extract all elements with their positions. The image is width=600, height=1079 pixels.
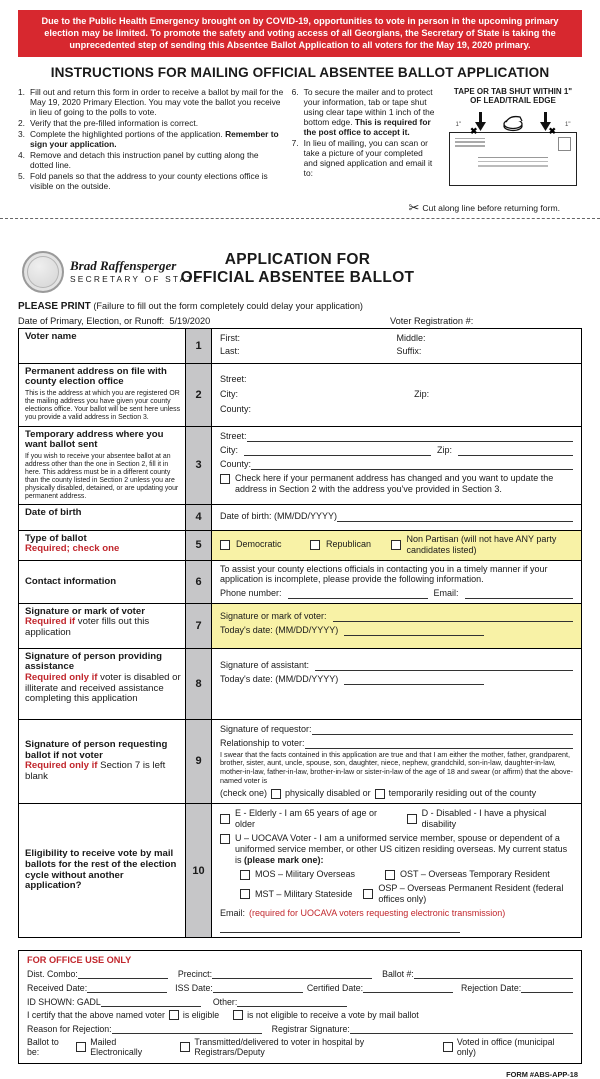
field-label-zip[interactable]: Zip: [414,388,430,399]
dist-combo-field[interactable] [78,968,168,979]
form-number: FORM #ABS-APP-18 [506,1070,578,1079]
uocava-email-label: Email: [220,908,246,919]
not-eligible-checkbox[interactable] [233,1010,243,1020]
field-label-city: City: [220,444,238,455]
todays-date-label: Today's date: (MM/DD/YYYY) [220,624,339,635]
instruction-item: 1. Fill out and return this form in order to receive a ballot by mail for the May 19, 2020 Primary Election. You may vote the ballot you receive in lieu of going to the polls to vote. [18,86,284,117]
field-label-city[interactable]: City: [220,388,238,399]
ost-checkbox[interactable] [385,870,395,880]
received-date-field[interactable] [87,982,167,993]
instruction-item: 3. Complete the highlighted portions of the application. Remember to sign your application. [18,128,279,149]
table-row-date-of-birth [19,505,581,531]
field-label-suffix[interactable]: Suffix: [396,346,422,357]
row-label: Type of ballot [25,532,87,544]
row-number: 5 [185,531,212,560]
field-label-county: County: [220,458,252,469]
cut-line-label: Cut along line before returning form. [422,202,560,213]
email-field-label: Email: [433,587,459,598]
table-row-ballot-type [19,531,581,561]
official-name: Brad Raffensperger [70,258,177,274]
voter-signature-label: Signature or mark of voter: [220,610,327,621]
instructions-left-column [18,87,284,192]
assistant-signature-label: Signature of assistant: [220,659,310,670]
office-use-box: FOR OFFICE USE ONLY Dist. Combo: Precinct: Ballot #: Received Date: ISS Date: Certified Date: Rejection Date: ID SHOWN: GADL Other: I certify that the above named voter is eligible is not eligible to receive a vote by mail ballot Reason for Rejection: Registrar Signature: Ballot to be: Mailed Electronically Transmitted/delivered to voter in hospital by Registrars/Deputy Voted in office (municipal only) [18,950,582,1064]
row-number: 4 [185,505,212,530]
row-number: 8 [185,649,212,719]
table-row-permanent-address [19,364,581,427]
inch-marker: 1" [565,121,571,128]
zip-field[interactable] [458,445,573,456]
nonpartisan-checkbox[interactable] [391,540,401,550]
street-field[interactable] [247,431,573,442]
other-id-field[interactable] [237,996,347,1007]
row-number: 3 [185,427,212,504]
relationship-label: Relationship to voter: [220,737,305,748]
is-eligible-checkbox[interactable] [169,1010,179,1020]
instruction-item: 7. In lieu of mailing, you can scan or take a picture of your completed and signed application and email it to: [291,137,433,178]
rejection-reason-field[interactable] [112,1023,262,1034]
republican-checkbox[interactable] [310,540,320,550]
email-field[interactable] [465,588,573,599]
city-field[interactable] [244,445,431,456]
row-label: Signature of person providing assistance [25,650,162,673]
phone-field[interactable] [288,588,428,599]
stamp-box [558,137,571,151]
application-header [0,249,600,295]
table-row-eligibility: Eligibility to receive vote by mail ballots for the rest of the election cycle without another application? 10 E - Elderly - I am 65 years of age or older D - Disabled - I have a physical disability U – UOCAVA Voter - I am a uniformed service member, spouse or dependent of a uniformed service member, or other US citizen residing overseas. My current status is (please mark one): MOS – Military Overseas OST – Overseas Temporary Resident MST – Military Stateside OSP – Overseas Permanent Resident (federal offices only) Email: (required for UOCAVA voters requesting electronic transmission) [19,804,581,937]
gadl-field[interactable] [101,996,201,1007]
registrar-signature-field[interactable] [350,1023,573,1034]
covid-notice-banner: Due to the Public Health Emergency brought on by COVID-19, opportunities to vote in person in the upcoming primary election may be limited. To promote the safety and voting access of all Georgians, the Secretary of State is taking the unprecedented step of sending this Absentee Ballot Application to all voters for the May 19, 2020 primary. [18,10,582,57]
row-label: Temporary address where you want ballot sent [25,428,164,451]
address-update-checkbox[interactable] [220,474,230,484]
tape-label: TAPE OR TAB SHUT WITHIN 1" OF LEAD/TRAIL EDGE [453,86,573,106]
field-label-county[interactable]: County: [220,403,252,414]
office-use-title: FOR OFFICE USE ONLY [27,955,132,966]
field-label-last[interactable]: Last: [220,346,240,357]
instruction-item: 5. Fold panels so that the address to your county elections office is visible on the outside. [18,170,268,191]
inch-marker: 1" [455,121,461,128]
elderly-checkbox[interactable] [220,814,230,824]
instruction-item: 4. Remove and detach this instruction panel by cutting along the dotted line. [18,149,259,170]
requestor-signature-label: Signature of requestor: [220,723,312,734]
osp-checkbox[interactable] [363,889,373,899]
row-number: 1 [185,329,212,363]
democratic-label: Democratic [236,539,282,550]
instruction-item: 6. To secure the mailer and to protect your information, tab or tape shut using clear tape within 1 inch of the bottom edge. This is required for the post office to accept it. [291,86,435,137]
row-note: This is the address at which you are registered OR the mailing address you have given your county elections office. Your ballot will be sent here unless you provide a valid address in Section 3. [25,389,181,421]
envelope-graphic [449,125,577,186]
check-one-label: (check one) [220,788,268,799]
nonpartisan-label: Non Partisan (will not have ANY party candidates listed) [406,533,557,555]
requestor-oath: I swear that the facts contained in this application are true and that I am either the mother, father, grandparent, brother, sister, aunt, uncle, spouse, son, daughter, niece, nephew, grandchild, son-in-law, daughter-in-law, mother-in-law, father-in-law, brother-in-law or sister-in-law of the age of 18 and swear (or affirm) that the above-named voter is [220,749,574,785]
todays-date-label: Today's date: (MM/DD/YYYY) [220,673,339,684]
certified-date-field[interactable] [363,982,453,993]
dob-field-label: Date of birth: (MM/DD/YYYY) [220,511,338,522]
row-number: 2 [185,364,212,426]
instructions-panel [18,87,582,192]
address-update-label: Check here if your permanent address has changed and you want to update the address in Section 2 with the address you've provided in Section 3. [235,472,554,494]
field-label-street[interactable]: Street: [220,373,247,384]
field-label-street: Street: [220,430,247,441]
todays-date-field[interactable] [344,625,484,636]
row-note: If you wish to receive your absentee ballot at an address other than the one in Section 2, fill it in here. This address must be in a different county than the county listed in Section 2 unless you are physically disabled, detained, or are updating your permanent address. [25,452,179,500]
county-field[interactable] [251,459,573,470]
republican-label: Republican [325,539,372,550]
please-print-note: PLEASE PRINT (Failure to fill out the form completely could delay your application) [18,300,363,312]
address-lines [478,157,548,170]
instructions-title: INSTRUCTIONS FOR MAILING OFFICIAL ABSENTEE BALLOT APPLICATION [50,64,550,80]
tape-instruction-graphic [444,87,582,192]
row-number: 10 [185,804,212,937]
table-row-contact-info [19,561,581,604]
dob-field[interactable] [337,511,573,522]
row-label: Voter name [25,330,77,342]
mst-checkbox[interactable] [240,889,250,899]
rejection-date-field[interactable] [521,982,573,993]
date-of-primary: Date of Primary, Election, or Runoff: 5/19/2020 [18,315,211,326]
residing-out-checkbox[interactable] [375,789,385,799]
row-number: 7 [185,604,212,648]
state-seal-icon [22,251,64,293]
contact-instructions: To assist your county elections officials in contacting you in a timely manner if your application is incomplete, please provide the following information. [220,563,548,585]
ballot-number-field[interactable] [414,968,573,979]
democratic-checkbox[interactable] [220,540,230,550]
row-label: Contact information [25,575,117,587]
voter-registration-label: Voter Registration #: [390,315,474,326]
assistant-date-field[interactable] [344,674,484,685]
voted-in-office-checkbox[interactable] [443,1042,453,1052]
official-title: SECRETARY OF STATE [70,274,202,285]
table-row-temporary-address [19,427,581,505]
return-address-lines [455,138,485,149]
table-row-voter-signature: Signature or mark of voter Required if voter fills out this application 7 Signature or mark of voter: Today's date: (MM/DD/YYYY) [19,604,581,649]
mos-checkbox[interactable] [240,870,250,880]
form-title: APPLICATION FOR OFFICIAL ABSENTEE BALLOT [180,250,415,287]
instructions-right-column [292,87,436,192]
physically-disabled-checkbox[interactable] [271,789,281,799]
mailed-electronically-checkbox[interactable] [76,1042,86,1052]
requestor-signature-field[interactable] [312,724,573,735]
cut-line [0,192,600,219]
row-number: 6 [185,561,212,603]
iss-date-field[interactable] [213,982,303,993]
relationship-field[interactable] [305,738,573,749]
instruction-item: 2. Verify that the pre-filled information is correct. [18,117,199,128]
disabled-checkbox[interactable] [407,814,417,824]
precinct-field[interactable] [212,968,372,979]
scissors-icon: ✂ [408,199,420,215]
phone-field-label: Phone number: [220,587,282,598]
tape-roll-icon [500,114,526,132]
row-number: 9 [185,720,212,803]
transmitted-checkbox[interactable] [180,1042,190,1052]
uocava-email-field[interactable] [220,922,460,933]
field-label-first[interactable]: First: [220,332,240,343]
tape-x-mark: ✖ [470,125,478,136]
table-row-assistant-signature: Signature of person providing assistance Required only if voter is disabled or illiterate and received assistance completing this application 8 Signature of assistant: Today's date: (MM/DD/YYYY) [19,649,581,720]
table-row-voter-name [19,329,581,364]
voter-signature-field[interactable] [333,611,573,622]
row-label: Permanent address on file with county election office [25,365,167,388]
row-label: Eligibility to receive vote by mail ballots for the rest of the election cycle without another application? [25,848,177,892]
uocava-checkbox[interactable] [220,834,230,844]
application-table [18,328,582,939]
tape-x-mark: ✖ [548,125,556,136]
row-label: Signature or mark of voter [25,605,145,617]
uocava-email-note: (required for UOCAVA voters requesting electronic transmission) [249,908,506,919]
field-label-middle[interactable]: Middle: [396,332,426,343]
field-label-zip: Zip: [436,444,452,455]
row-label: Date of birth [25,506,82,518]
row-required-note: Required; check one [25,543,120,555]
assistant-signature-field[interactable] [315,660,573,671]
table-row-requestor-signature: Signature of person requesting ballot if not voter Required only if Section 7 is left blank 9 Signature of requestor: Relationship to voter: I swear that the facts contained in this application are true and that I am either the mother, father, grandparent, brother, sister, aunt, uncle, spouse, son, daughter, niece, nephew, grandchild, son-in-law, daughter-in-law, mother-in-law, father-in-law, brother-in-law or sister-in-law of the age of 18 and swear (or affirm) that the above-named voter is (check one) physically disabled or temporarily residing out of the county [19,720,581,804]
row-label: Signature of person requesting ballot if not voter [25,739,168,761]
